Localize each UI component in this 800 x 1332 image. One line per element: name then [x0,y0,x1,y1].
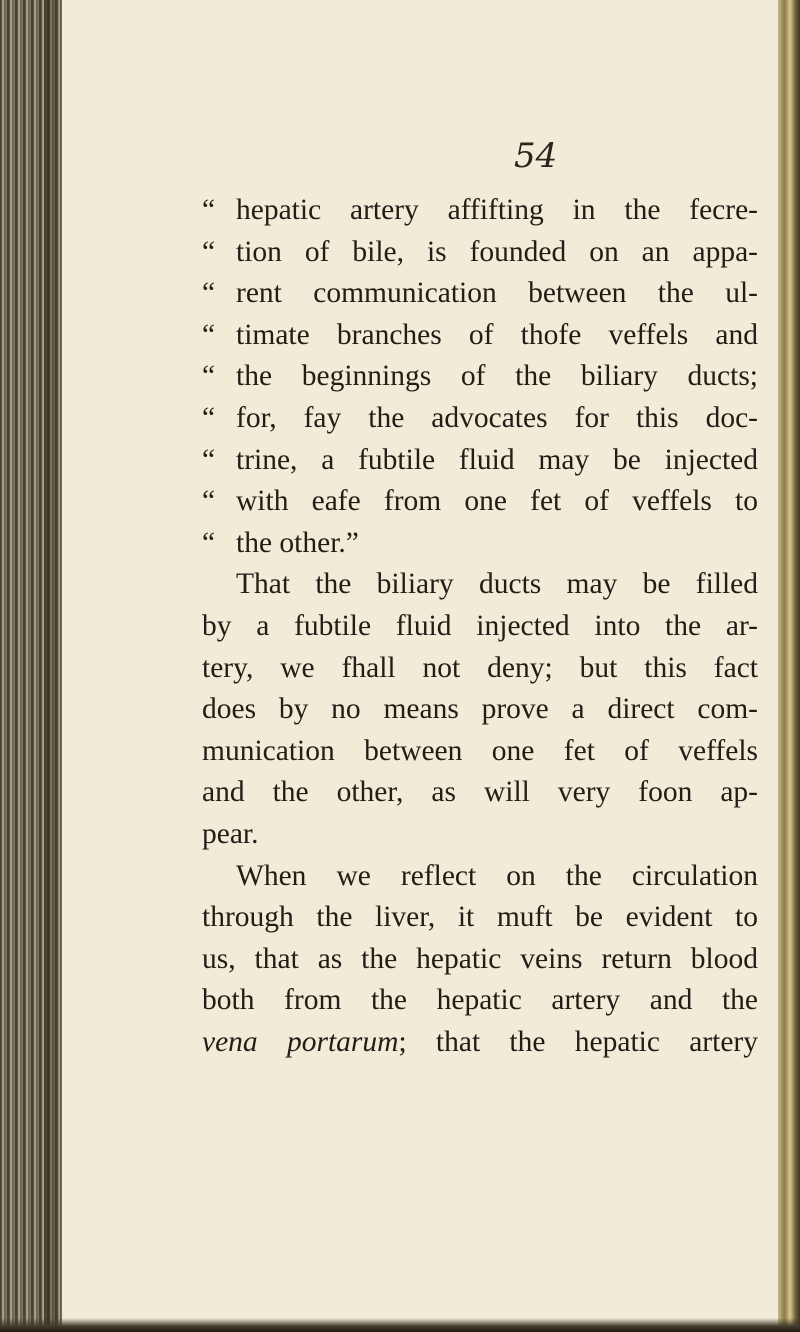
quote-mark: “ [202,526,216,559]
line-text: both from the hepatic artery and the [202,984,758,1017]
page-edge-bottom [0,1318,800,1332]
line-text: hepatic artery affifting in the fecre- [236,194,758,226]
line-text: tery, we fhall not deny; but this fact [202,651,758,684]
line-text: and the other, as will very foon ap- [202,776,758,809]
text-line [202,814,758,856]
book-page [62,0,778,1318]
quote-mark: “ [202,235,216,268]
text-line [202,273,758,315]
text-line [202,980,758,1022]
text-line [202,772,758,814]
line-text: That the biliary ducts may be filled [236,568,758,601]
quote-mark: “ [202,443,216,476]
text-line [202,564,758,606]
line-text: tion of bile, is founded on an appa- [236,235,758,268]
line-text: When we reflect on the circulation [236,859,758,892]
text-line [202,731,758,773]
line-text: pear. [202,817,259,850]
text-line [202,481,758,523]
page-number: 54 [514,136,558,176]
quote-mark: “ [202,360,216,393]
line-text: for, fay the advocates for this doc- [236,401,758,434]
text-line [202,939,758,981]
line-text: munication between one fet of veffels [202,734,758,767]
text-line [202,1022,758,1064]
text-line [202,856,758,898]
line-text: us, that as the hepatic veins return blood [202,942,758,975]
text-line [202,689,758,731]
quote-mark: “ [202,485,216,518]
line-text: with eafe from one fet of veffels to [236,485,758,518]
text-line [202,523,758,565]
line-text: ; that the hepatic artery [398,1025,758,1058]
text-line [202,648,758,690]
body-text [202,190,758,1063]
line-text: the beginnings of the biliary ducts; [236,360,758,393]
line-text: does by no means prove a direct com- [202,693,758,726]
text-line [202,398,758,440]
quote-mark: “ [202,318,216,351]
quote-mark: “ [202,277,216,310]
quote-mark: “ [202,194,216,226]
quote-mark: “ [202,401,216,434]
text-line [202,190,758,232]
text-line [202,897,758,939]
text-line [202,606,758,648]
line-text: timate branches of thofe veffels and [236,318,758,351]
text-line [202,440,758,482]
line-text: through the liver, it muft be evident to [202,901,758,934]
book-binding-edge [0,0,62,1332]
text-line [202,315,758,357]
line-text: the other.” [236,526,359,559]
italic-phrase: vena portarum [202,1025,399,1058]
line-text: by a fubtile fluid injected into the ar- [202,609,758,642]
text-line [202,356,758,398]
text-line [202,232,758,274]
line-text: rent communication between the ul- [236,277,758,310]
line-text: trine, a fubtile fluid may be injected [236,443,758,476]
page-edge-right [778,0,800,1332]
